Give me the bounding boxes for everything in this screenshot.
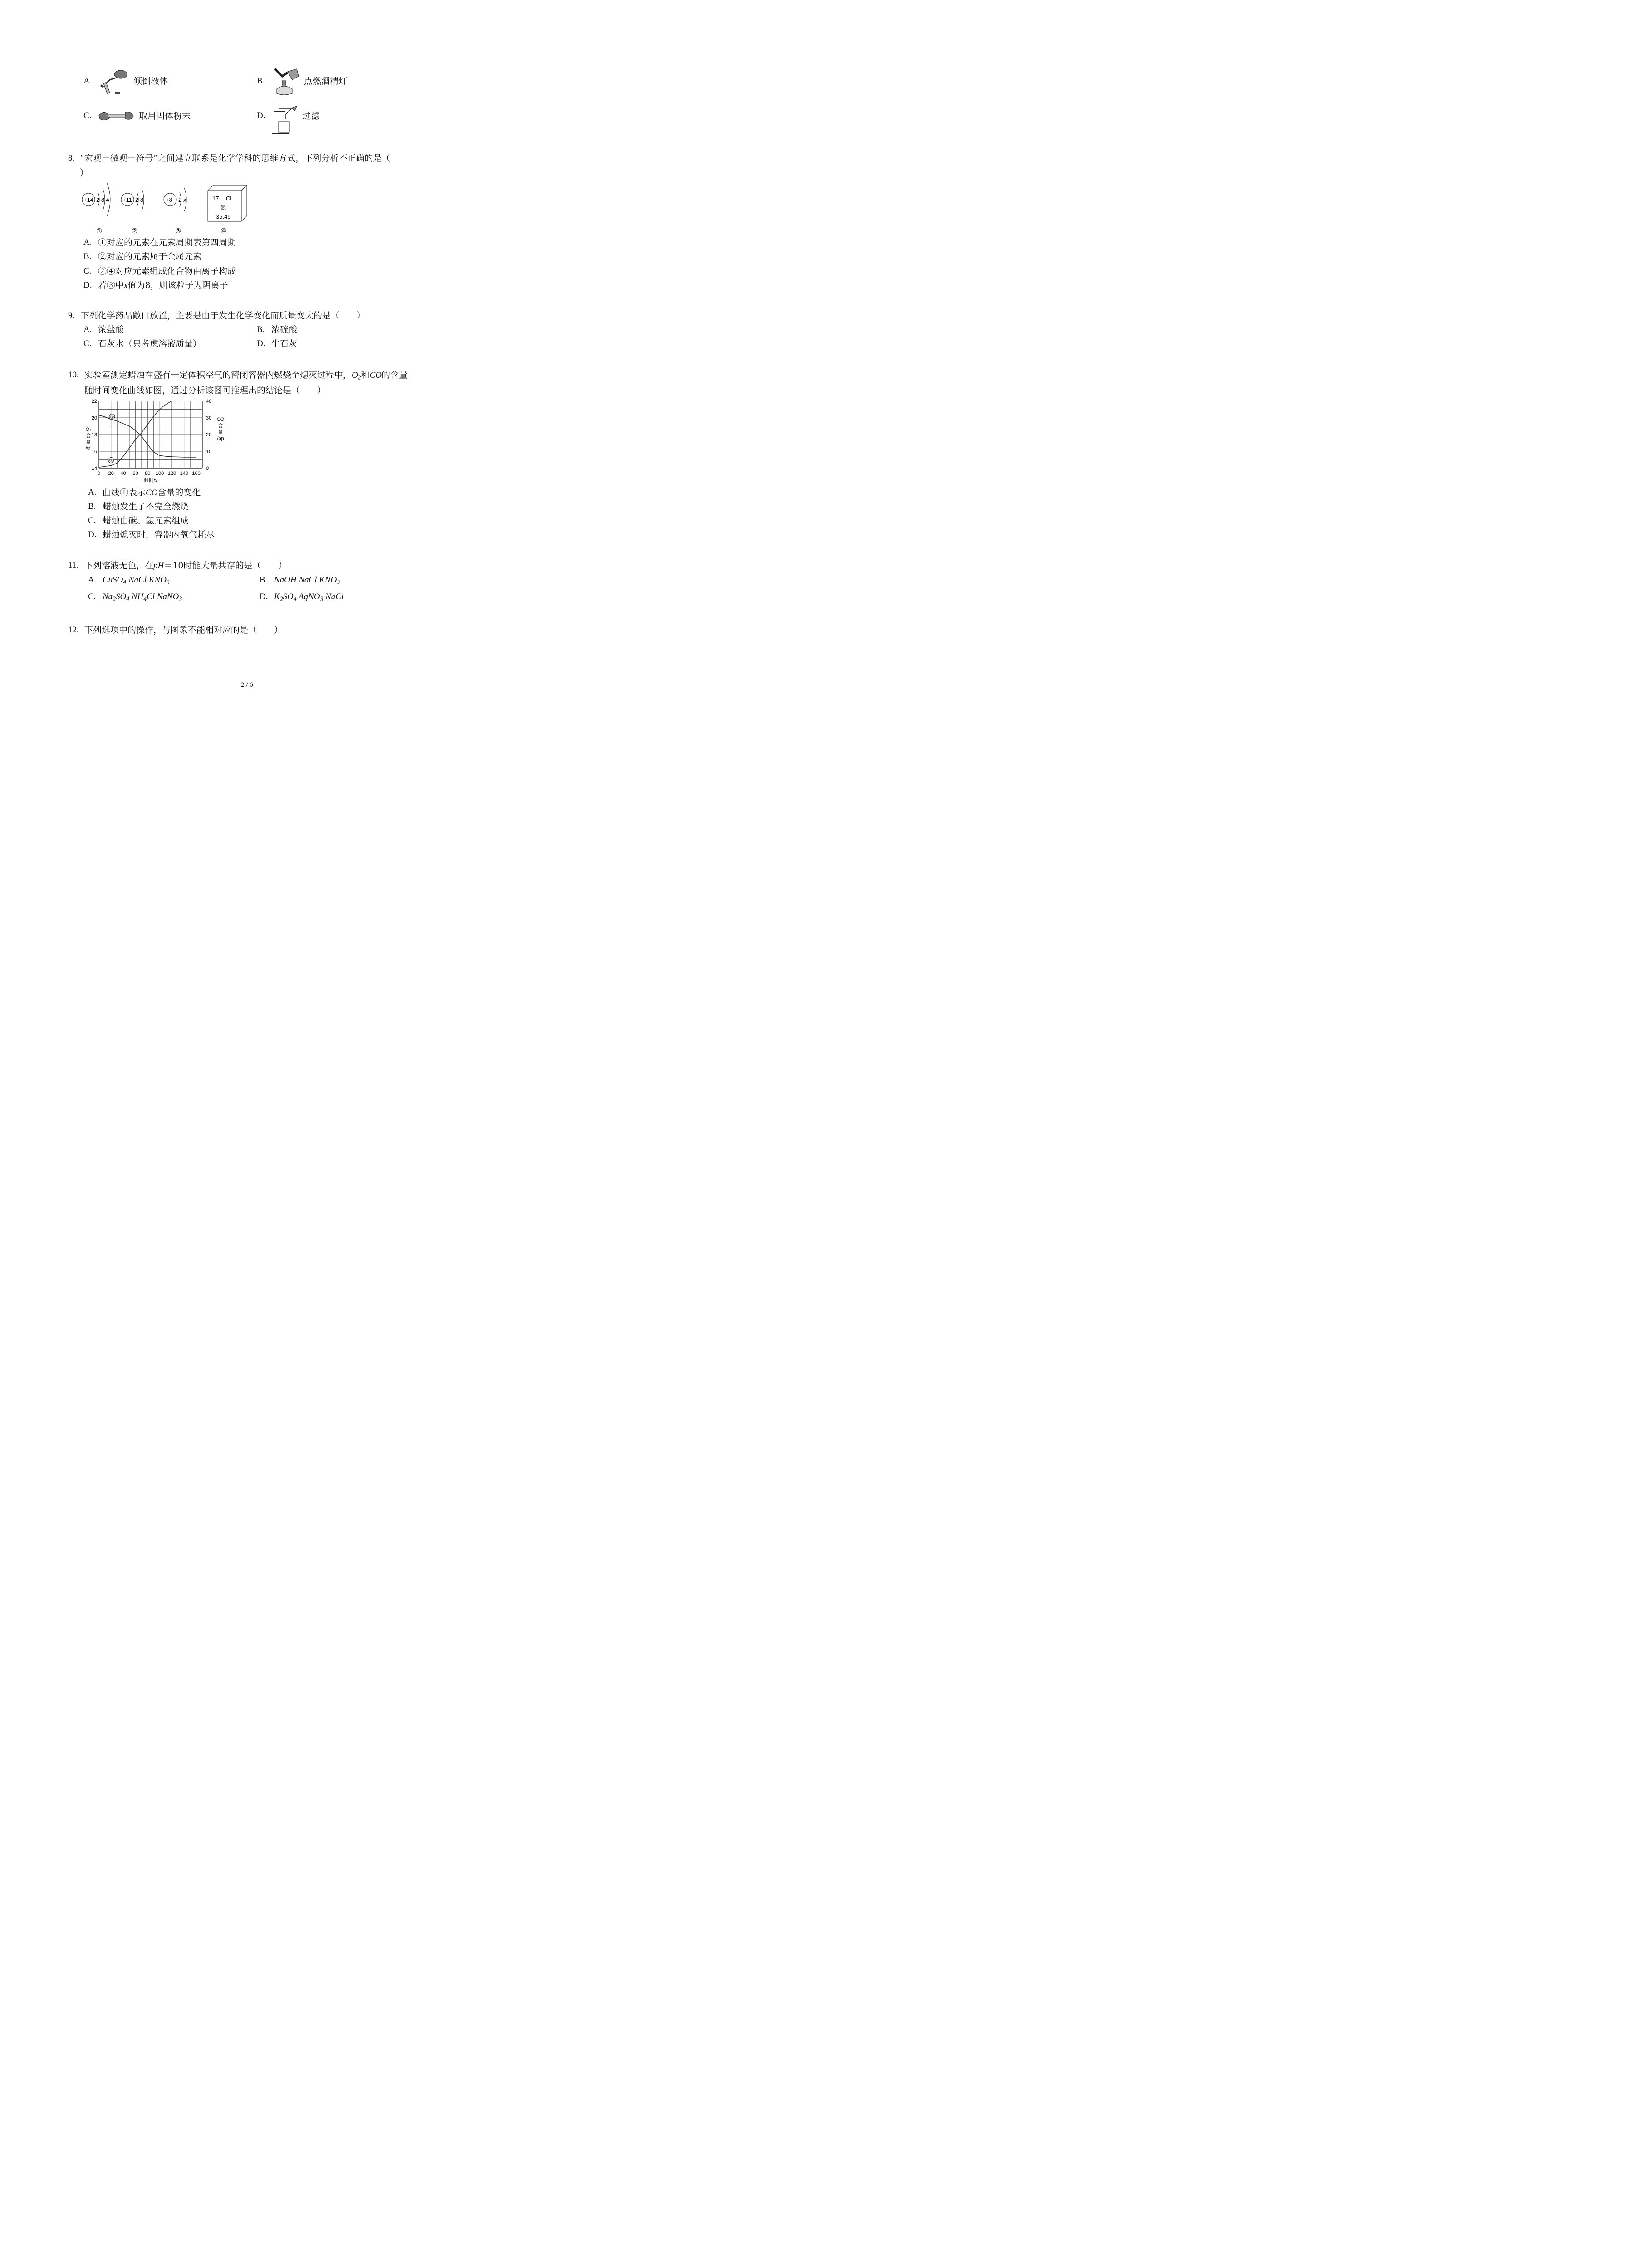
y-left-axis-label: O₂ — [85, 427, 92, 432]
option-letter: D. — [257, 339, 265, 348]
formula: $NH_4Cl$ — [131, 592, 155, 602]
atomic-mass: 35.45 — [216, 213, 231, 220]
option-letter: D. — [83, 280, 92, 290]
option-letter: D. — [88, 530, 97, 539]
option-formula — [274, 592, 343, 602]
atom-structure-1 — [82, 183, 110, 235]
option-formula — [103, 592, 182, 602]
question-stem-cont: 随时间变化曲线如图，通过分析该图可推理出的结论是（ ） — [84, 386, 326, 396]
x-axis-label: 时间/s — [143, 478, 158, 483]
y-right-axis-label: 量 — [218, 430, 223, 435]
element-cell-chlorine — [208, 185, 247, 235]
option-letter: B. — [88, 502, 96, 511]
element-name: 氯 — [220, 204, 227, 211]
option-text: 浓硫酸 — [271, 325, 298, 335]
option-letter: D. — [257, 111, 265, 121]
y-right-tick-label: 0 — [206, 466, 209, 471]
option-letter: D. — [260, 592, 268, 601]
option-text: 取用固体粉末 — [139, 111, 191, 121]
y-left-axis-label: 含 — [86, 433, 91, 439]
atom-structure-3 — [164, 188, 186, 235]
y-left-axis-label: 量 — [86, 440, 91, 445]
option-text: 浓盐酸 — [98, 325, 124, 335]
marker: ① — [96, 227, 103, 235]
option-letter: A. — [88, 575, 97, 585]
question-stem: 实验室测定蜡烛在盛有一定体积空气的密闭容器内燃烧至熄灭过程中，$O_2$和CO的含量 — [84, 370, 408, 381]
x-tick-label: 40 — [120, 471, 126, 476]
x-tick-label: 160 — [192, 471, 201, 476]
question-stem-end: ） — [80, 168, 89, 178]
option-text: 生石灰 — [271, 339, 298, 349]
formula: NaCl — [325, 592, 344, 601]
formula: NaOH — [274, 575, 297, 585]
question-number: 10. — [68, 370, 79, 380]
atom-structure-diagrams — [81, 181, 258, 237]
y-left-tick-label: 20 — [91, 415, 97, 421]
option-letter: B. — [257, 325, 265, 334]
question-stem: 下列选项中的操作，与图象不能相对应的是（ ） — [84, 625, 283, 635]
option-text: 倾倒液体 — [133, 76, 168, 86]
electron-shells: 2 8 4 — [96, 196, 109, 203]
option-letter: B. — [260, 575, 268, 585]
option-formula — [274, 575, 340, 586]
nucleus-charge: +11 — [122, 196, 132, 203]
y-right-axis-label: 含 — [218, 423, 223, 429]
y-right-tick-label: 40 — [206, 399, 212, 404]
formula: $KNO_3$ — [148, 575, 170, 586]
series-label-2: ② — [109, 458, 113, 464]
x-tick-label: 140 — [180, 471, 188, 476]
formula: AgNO$_3$ — [299, 592, 323, 602]
data-point — [147, 424, 148, 425]
question-stem: “宏观－微观－符号”之间建立联系是化学学科的思维方式，下列分析不正确的是（ — [80, 153, 391, 163]
formula: NaNO$_3$ — [157, 592, 182, 602]
option-text: 蜡烛由碳、氢元素组成 — [103, 516, 189, 526]
x-tick-label: 100 — [155, 471, 164, 476]
atom-structure-2 — [121, 188, 144, 235]
page-number: 2 / 6 — [241, 681, 253, 689]
nucleus-charge: +8 — [166, 196, 172, 203]
option-text: 点燃酒精灯 — [304, 76, 348, 86]
option-formula — [103, 575, 170, 586]
option-text: 石灰水（只考虑溶液质量） — [98, 339, 202, 349]
option-text: ②对应的元素属于金属元素 — [98, 252, 202, 262]
x-tick-label: 120 — [167, 471, 176, 476]
option-text: 蜡烛发生了不完全燃烧 — [103, 502, 189, 512]
x-tick-label: 80 — [145, 471, 151, 476]
option-text: 蜡烛熄灭时，容器内氧气耗尽 — [103, 530, 215, 540]
solid-powder-image — [97, 108, 135, 125]
option-letter: C. — [83, 111, 92, 121]
nucleus-charge: +14 — [83, 196, 94, 203]
marker: ② — [132, 227, 138, 235]
atomic-number: 17 — [212, 195, 219, 202]
y-right-tick-label: 10 — [206, 449, 212, 455]
marker: ③ — [175, 227, 181, 235]
question-number: 12. — [68, 625, 79, 635]
option-letter: A. — [83, 238, 92, 247]
option-letter: C. — [83, 339, 92, 348]
electron-shells: 2 x — [178, 196, 186, 203]
option-text: ②④对应元素组成化合物由离子构成 — [98, 266, 236, 276]
option-text: 若③中x值为8，则该粒子为阴离子 — [98, 280, 228, 290]
formula: CuSO$_4$ — [103, 575, 127, 586]
option-letter: A. — [88, 488, 97, 497]
option-text: 曲线①表示CO含量的变化 — [103, 488, 201, 498]
y-right-tick-label: 20 — [206, 432, 212, 438]
x-tick-label: 0 — [97, 471, 101, 476]
formula: NaCl — [299, 575, 317, 585]
question-stem: 下列溶液无色，在pH＝10时能大量共存的是（ ） — [84, 561, 287, 571]
option-letter: C. — [83, 266, 92, 276]
question-number: 8. — [68, 153, 75, 163]
question-stem: 下列化学药品敞口放置，主要是由于发生化学变化而质量变大的是（ ） — [81, 311, 366, 321]
data-point — [171, 456, 172, 457]
x-tick-label: 20 — [108, 471, 114, 476]
formula: NaCl — [128, 575, 147, 585]
y-right-axis-label: CO — [216, 417, 225, 422]
option-text: 过滤 — [302, 111, 320, 121]
y-right-axis-label: /pp — [217, 436, 224, 441]
formula: $KNO_3$ — [319, 575, 340, 586]
y-left-tick-label: 22 — [91, 399, 97, 404]
o2-co-chart — [81, 399, 235, 485]
y-left-tick-label: 18 — [91, 432, 97, 438]
y-left-axis-label: /% — [85, 446, 92, 451]
option-letter: C. — [88, 516, 96, 525]
pour-liquid-image — [97, 68, 130, 96]
formula: $Na_2SO_4$ — [103, 592, 130, 602]
y-right-tick-label: 30 — [206, 415, 212, 421]
option-letter: B. — [257, 76, 265, 86]
filtration-image — [271, 101, 299, 135]
formula: $K_2SO_4$ — [274, 592, 297, 602]
y-left-tick-label: 14 — [91, 466, 97, 471]
question-number: 11. — [68, 561, 79, 570]
alcohol-lamp-image — [272, 67, 300, 97]
option-letter: B. — [83, 252, 92, 261]
data-point — [98, 467, 99, 468]
marker: ④ — [220, 227, 227, 235]
x-tick-label: 60 — [132, 471, 138, 476]
option-letter: A. — [83, 76, 92, 86]
option-text: ①对应的元素在元素周期表第四周期 — [98, 238, 236, 248]
option-letter: C. — [88, 592, 96, 601]
y-left-tick-label: 16 — [91, 449, 97, 455]
series-label-1: ① — [110, 415, 114, 420]
question-number: 9. — [68, 311, 75, 320]
electron-shells: 2 8 — [135, 196, 144, 203]
option-letter: A. — [83, 325, 92, 334]
element-symbol: Cl — [226, 195, 232, 202]
